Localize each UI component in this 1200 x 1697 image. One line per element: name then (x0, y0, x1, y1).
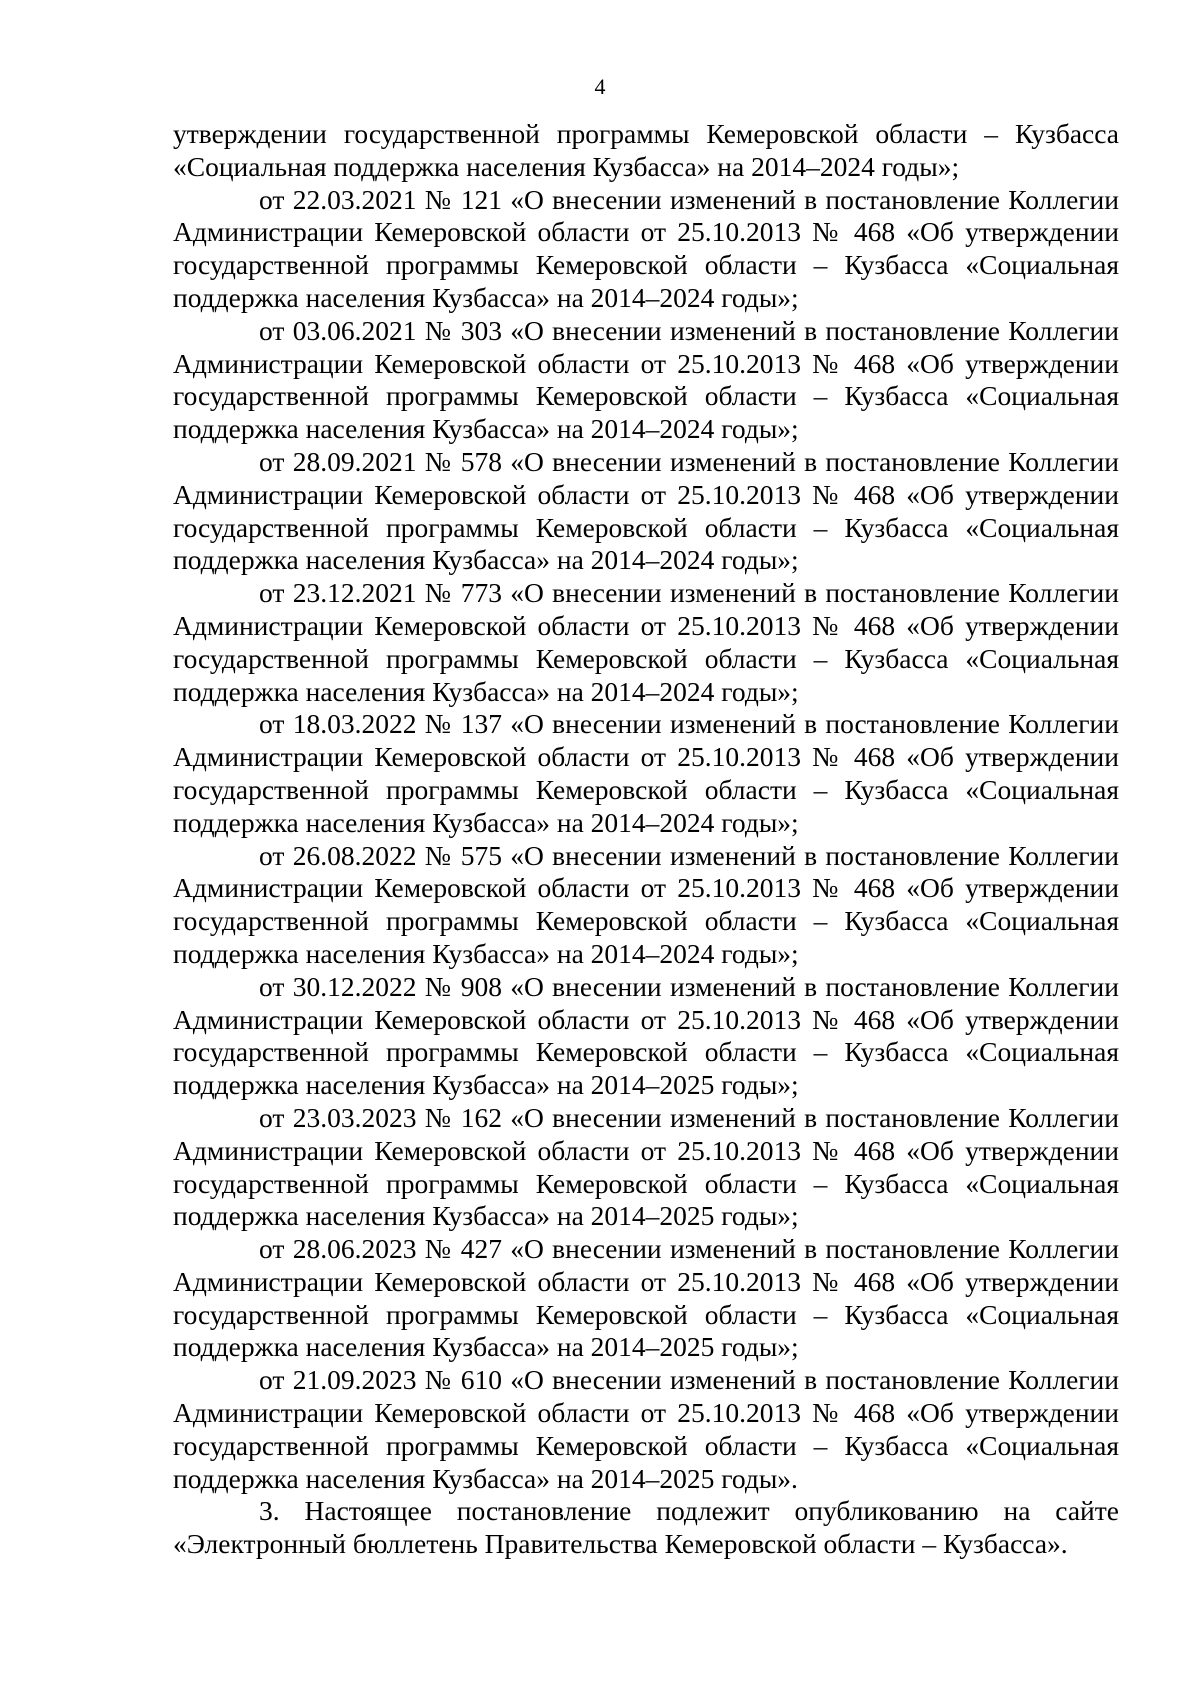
amendment-item: от 28.06.2023 № 427 «О внесении изменений в постановление Коллегии Администрации Кемеровской области от 25.10.2013 № 468 «Об утверждении государственной программы Кемеровской области – Кузбасса «Социальная поддержка населения Кузбасса» на 2014–2025 годы»; (173, 1233, 1119, 1363)
amendment-item: от 03.06.2021 № 303 «О внесении изменений в постановление Коллегии Администрации Кемеровской области от 25.10.2013 № 468 «Об утверждении государственной программы Кемеровской области – Кузбасса «Социальная поддержка населения Кузбасса» на 2014–2024 годы»; (173, 314, 1119, 445)
amendment-item: от 18.03.2022 № 137 «О внесении изменений в постановление Коллегии Администрации Кемеровской области от 25.10.2013 № 468 «Об утверждении государственной программы Кемеровской области – Кузбасса «Социальная поддержка населения Кузбасса» на 2014–2024 годы»; (173, 708, 1119, 838)
amendment-item: от 21.09.2023 № 610 «О внесении изменений в постановление Коллегии Администрации Кемеровской области от 25.10.2013 № 468 «Об утверждении государственной программы Кемеровской области – Кузбасса «Социальная поддержка населения Кузбасса» на 2014–2025 годы». (173, 1364, 1119, 1494)
amendment-item: от 23.03.2023 № 162 «О внесении изменений в постановление Коллегии Администрации Кемеровской области от 25.10.2013 № 468 «Об утверждении государственной программы Кемеровской области – Кузбасса «Социальная поддержка населения Кузбасса» на 2014–2025 годы»; (173, 1101, 1119, 1232)
page-number: 4 (594, 74, 606, 99)
paragraph-continuation: утверждении государственной программы Кемеровской области – Кузбасса «Социальная поддержка населения Кузбасса» на 2014–2024 годы»; (173, 118, 1119, 182)
publication-clause: 3. Настоящее постановление подлежит опубликованию на сайте «Электронный бюллетень Правительства Кемеровской области – Кузбасса». (173, 1495, 1119, 1560)
amendment-item: от 28.09.2021 № 578 «О внесении изменений в постановление Коллегии Администрации Кемеровской области от 25.10.2013 № 468 «Об утверждении государственной программы Кемеровской области – Кузбасса «Социальная поддержка населения Кузбасса» на 2014–2024 годы»; (173, 445, 1119, 576)
document-body (173, 118, 1119, 1561)
amendment-item: от 23.12.2021 № 773 «О внесении изменений в постановление Коллегии Администрации Кемеровской области от 25.10.2013 № 468 «Об утверждении государственной программы Кемеровской области – Кузбасса «Социальная поддержка населения Кузбасса» на 2014–2024 годы»; (173, 577, 1119, 707)
amendment-item: от 22.03.2021 № 121 «О внесении изменений в постановление Коллегии Администрации Кемеровской области от 25.10.2013 № 468 «Об утверждении государственной программы Кемеровской области – Кузбасса «Социальная поддержка населения Кузбасса» на 2014–2024 годы»; (173, 183, 1119, 313)
amendment-item: от 26.08.2022 № 575 «О внесении изменений в постановление Коллегии Администрации Кемеровской области от 25.10.2013 № 468 «Об утверждении государственной программы Кемеровской области – Кузбасса «Социальная поддержка населения Кузбасса» на 2014–2024 годы»; (173, 839, 1119, 969)
amendment-item: от 30.12.2022 № 908 «О внесении изменений в постановление Коллегии Администрации Кемеровской области от 25.10.2013 № 468 «Об утверждении государственной программы Кемеровской области – Кузбасса «Социальная поддержка населения Кузбасса» на 2014–2025 годы»; (173, 970, 1119, 1101)
